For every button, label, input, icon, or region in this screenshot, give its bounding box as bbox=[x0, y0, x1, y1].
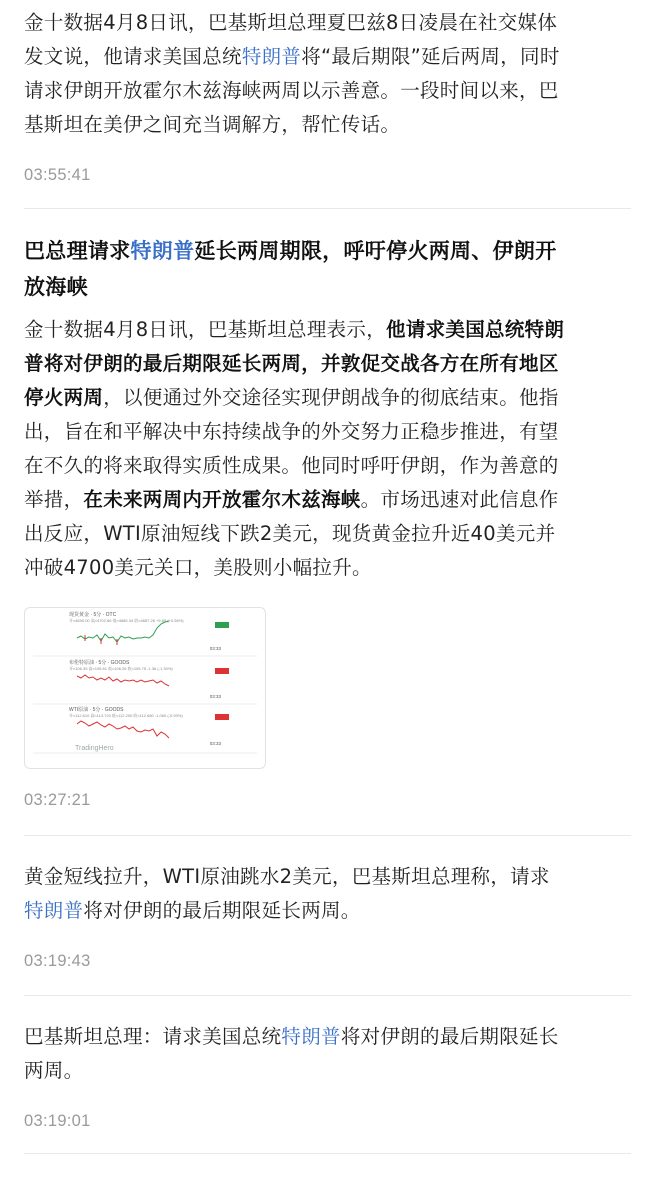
news-item[interactable] bbox=[24, 209, 631, 836]
bold-text: 他请求美国总统 bbox=[386, 318, 525, 341]
person-link[interactable]: 特朗普 bbox=[281, 1025, 341, 1048]
chart-panel-values: 开≈112.610 高≈113.720 低≈112.200 收≈112.660 -1.060 (-0.93%) bbox=[69, 713, 183, 718]
timestamp: 03:19:43 bbox=[24, 952, 91, 970]
news-body bbox=[24, 313, 631, 585]
news-text: 冲破4700美元关口，美股则小幅拉升。 bbox=[24, 556, 372, 579]
news-body bbox=[24, 6, 631, 142]
chart-panel-clock: 03:33 bbox=[209, 741, 221, 746]
chart-panel-clock: 03:33 bbox=[209, 694, 221, 699]
bold-text: 将对伊朗的最后期限延长两周，并敦促交战各方在所有地区 bbox=[43, 352, 559, 375]
news-text: 基斯坦在美伊之间充当调解方，帮忙传话。 bbox=[24, 113, 401, 136]
news-text: 举措， bbox=[24, 488, 84, 511]
title-text: 巴总理请求 bbox=[24, 239, 131, 263]
news-text: 请求伊朗开放霍尔木兹海峡两周以示善意。一段时间以来，巴 bbox=[24, 79, 559, 102]
price-tag bbox=[215, 714, 229, 720]
news-text: 出反应，WTI原油短线下跌2美元，现货黄金拉升近40美元并 bbox=[24, 522, 556, 545]
news-item[interactable] bbox=[24, 836, 631, 996]
news-text: 发文说，他请求美国总统 bbox=[24, 45, 242, 68]
person-link[interactable]: 特朗普 bbox=[241, 45, 302, 68]
chart-panel-title: 现货黄金 · 5分 · OTC bbox=[69, 612, 117, 618]
person-link[interactable]: 普 bbox=[24, 352, 44, 375]
chart-panel-values: 开≈106.39 高≈105.81 低≈106.26 收≈105.75 -1.36 (-1.30%) bbox=[69, 666, 173, 671]
gold-price-line bbox=[77, 621, 169, 642]
wti-price-line bbox=[77, 721, 169, 738]
news-body bbox=[24, 860, 631, 928]
chart-thumbnail[interactable] bbox=[24, 607, 266, 769]
chart-panel-clock: 03:33 bbox=[209, 646, 221, 651]
timestamp: 03:19:01 bbox=[24, 1112, 91, 1130]
chart-thumbnail-graphic bbox=[25, 608, 265, 768]
timestamp: 03:55:41 bbox=[24, 166, 91, 184]
person-link[interactable]: 特朗普 bbox=[24, 899, 84, 922]
chart-panel-values: 开≈4690.00 高≈4702.66 低≈4685.34 收≈4687.26 +5.89 (+0.56%) bbox=[69, 618, 184, 623]
title-text: 延长两周期限，呼吁停火两周、伊朗开 bbox=[194, 239, 557, 263]
candles bbox=[85, 635, 117, 645]
news-title bbox=[24, 233, 631, 305]
bold-text: 在未来两周内开放霍尔木兹海峡 bbox=[83, 488, 361, 511]
brent-price-line bbox=[77, 675, 169, 686]
price-tag bbox=[215, 622, 229, 628]
news-text: 金十数据4月8日讯，巴基斯坦总理夏巴兹8日凌晨在社交媒体 bbox=[24, 11, 558, 34]
bold-text: 停火两周 bbox=[24, 386, 104, 409]
divider bbox=[24, 1153, 631, 1154]
chart-panel-title: WTI原油 · 5分 · GOODS bbox=[69, 707, 124, 713]
news-text: ，以便通过外交途径实现伊朗战争的彻底结束。他指 bbox=[103, 386, 559, 409]
title-text: 放海峡 bbox=[24, 275, 88, 299]
news-item[interactable] bbox=[24, 996, 631, 1154]
chart-panel-title: 布伦特原油 · 5分 · GOODS bbox=[69, 660, 130, 666]
news-text: 。市场迅速对此信息作 bbox=[360, 488, 559, 511]
news-text: 将“最后期限”延后两周，同时 bbox=[301, 45, 560, 68]
news-text: 在不久的将来取得实质性成果。他同时呼吁伊朗，作为善意的 bbox=[24, 454, 559, 477]
news-text: 将对伊朗的最后期限延长 bbox=[340, 1025, 559, 1048]
news-body bbox=[24, 1020, 631, 1088]
person-link[interactable]: 特朗 bbox=[524, 318, 565, 341]
news-text: 金十数据4月8日讯，巴基斯坦总理表示， bbox=[24, 318, 387, 341]
news-text: 两周。 bbox=[24, 1059, 84, 1082]
person-link[interactable]: 特朗普 bbox=[130, 239, 195, 263]
price-tag bbox=[215, 668, 229, 674]
timestamp: 03:27:21 bbox=[24, 791, 91, 809]
chart-brand-watermark: TradingHero bbox=[75, 745, 114, 752]
news-text: 将对伊朗的最后期限延长两周。 bbox=[83, 899, 361, 922]
news-item[interactable] bbox=[24, 0, 631, 209]
news-text: 出，旨在和平解决中东持续战争的外交努力正稳步推进，有望 bbox=[24, 420, 559, 443]
news-text: 黄金短线拉升，WTI原油跳水2美元，巴基斯坦总理称，请求 bbox=[24, 865, 550, 888]
news-text: 巴基斯坦总理：请求美国总统 bbox=[24, 1025, 282, 1048]
